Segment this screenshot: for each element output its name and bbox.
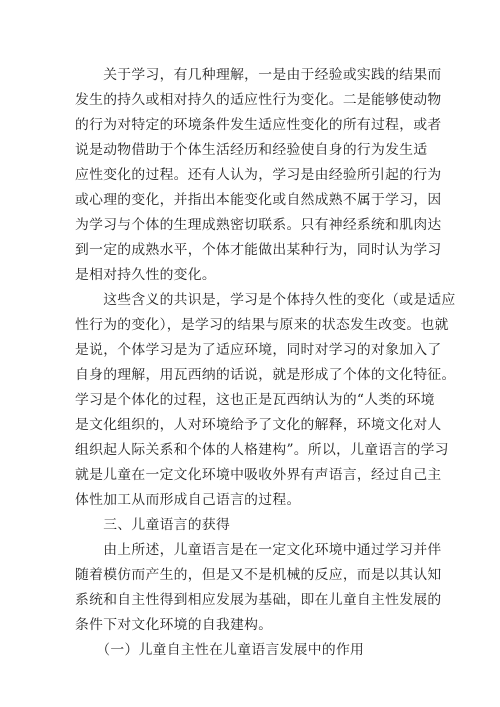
paragraph-line: 说是动物借助于个体生活经历和经验使自身的行为发生适 bbox=[75, 142, 428, 158]
paragraph-line: 随着模仿而产生的，但是又不是机械的反应，而是以其认知 bbox=[75, 567, 442, 583]
paragraph-line: 组织起人际关系和个体的人格建构”。所以，儿童语言的学习 bbox=[75, 442, 449, 458]
paragraph-line: 是文化组织的，人对环境给予了文化的解释，环境文化对人 bbox=[75, 417, 442, 433]
subsection-heading: （一）儿童自主性在儿童语言发展中的作用 bbox=[75, 642, 365, 658]
paragraph-line: 性行为的变化），是学习的结果与原来的状态发生改变。也就 bbox=[75, 317, 449, 333]
paragraph-line: 是相对持久性的变化。 bbox=[75, 267, 216, 283]
paragraph-line: 体性加工从而形成自己语言的过程。 bbox=[75, 492, 301, 508]
paragraph-line: 自身的理解，用瓦西纳的话说，就是形成了个体的文化特征。 bbox=[75, 367, 456, 383]
paragraph-line: 这些含义的共识是，学习是个体持久性的变化（或是适应 bbox=[75, 292, 456, 308]
paragraph-line: 是说，个体学习是为了适应环境，同时对学习的对象加入了 bbox=[75, 342, 442, 358]
paragraph-line: 或心理的变化，并指出本能变化或自然成熟不属于学习，因 bbox=[75, 192, 442, 208]
paragraph-line: 应性变化的过程。还有人认为，学习是由经验所引起的行为 bbox=[75, 167, 442, 183]
paragraph-line: 关于学习，有几种理解，一是由于经验或实践的结果而 bbox=[75, 67, 442, 83]
paragraph-line: 条件下对文化环境的自我建构。 bbox=[75, 617, 273, 633]
paragraph-line: 发生的持久或相对持久的适应性行为变化。二是能够使动物 bbox=[75, 92, 442, 108]
paragraph-line: 的行为对特定的环境条件发生适应性变化的所有过程，或者 bbox=[75, 117, 442, 133]
paragraph-line: 系统和自主性得到相应发展为基础，即在儿童自主性发展的 bbox=[75, 592, 442, 608]
paragraph-line: 就是儿童在一定文化环境中吸收外界有声语言，经过自己主 bbox=[75, 467, 442, 483]
section-heading: 三、儿童语言的获得 bbox=[75, 517, 231, 533]
paragraph-line: 学习是个体化的过程，这也正是瓦西纳认为的“人类的环境 bbox=[75, 392, 435, 408]
paragraph-line: 到一定的成熟水平，个体才能做出某种行为，同时认为学习 bbox=[75, 242, 442, 258]
paragraph-line: 为学习与个体的生理成熟密切联系。只有神经系统和肌肉达 bbox=[75, 217, 442, 233]
paragraph-line: 由上所述，儿童语言是在一定文化环境中通过学习并伴 bbox=[75, 542, 442, 558]
